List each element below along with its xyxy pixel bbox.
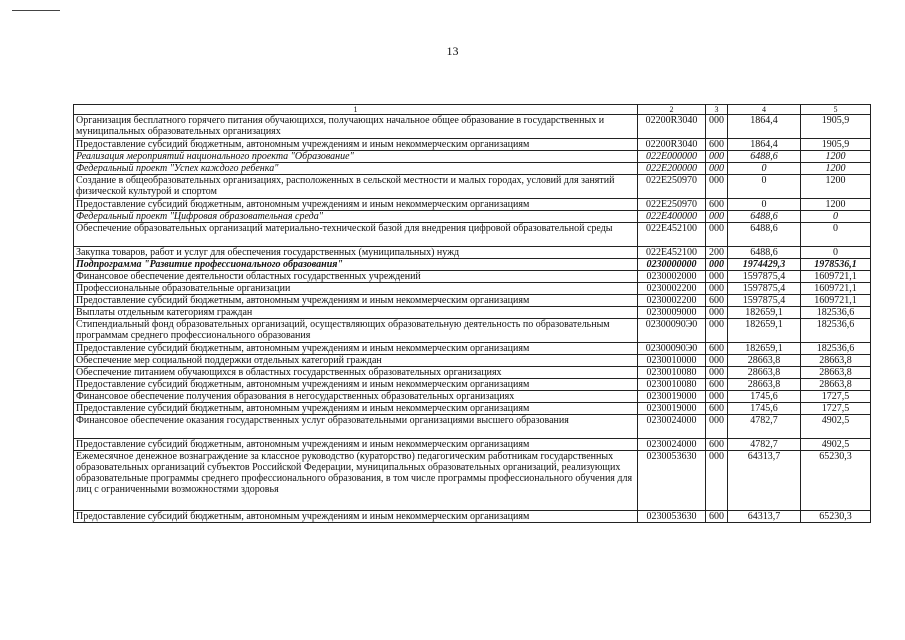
table-row bbox=[74, 439, 871, 451]
row-vr-cell: 000 bbox=[706, 307, 728, 319]
header-cell-3: 3 bbox=[706, 105, 728, 115]
row-value-2022-cell: 182536,6 bbox=[801, 343, 871, 355]
row-code-cell: 022E452100 bbox=[638, 247, 706, 259]
row-code-cell: 022E452100 bbox=[638, 223, 706, 247]
row-name-cell: Профессиональные образовательные организации bbox=[74, 283, 638, 295]
row-value-2022-cell: 1905,9 bbox=[801, 139, 871, 151]
row-code-cell: 0230019000 bbox=[638, 403, 706, 415]
table-row bbox=[74, 271, 871, 283]
row-value-2022-cell: 1200 bbox=[801, 151, 871, 163]
row-code-cell: 0230010080 bbox=[638, 379, 706, 391]
row-vr-cell: 200 bbox=[706, 247, 728, 259]
row-value-2021-cell: 1745,6 bbox=[728, 403, 801, 415]
row-value-2022-cell: 1609721,1 bbox=[801, 271, 871, 283]
row-value-2022-cell: 1978536,1 bbox=[801, 259, 871, 271]
row-name-cell: Финансовое обеспечение оказания государственных услуг образовательными организациями высшего образования bbox=[74, 415, 638, 439]
header-cell-1: 1 bbox=[74, 105, 638, 115]
row-name-cell: Предоставление субсидий бюджетным, автономным учреждениям и иным некоммерческим организациям bbox=[74, 295, 638, 307]
row-vr-cell: 600 bbox=[706, 379, 728, 391]
table-row bbox=[74, 223, 871, 247]
row-code-cell: 02300090Э0 bbox=[638, 319, 706, 343]
row-code-cell: 022E200000 bbox=[638, 163, 706, 175]
row-code-cell: 022E400000 bbox=[638, 211, 706, 223]
row-code-cell: 0230053630 bbox=[638, 511, 706, 523]
row-vr-cell: 000 bbox=[706, 283, 728, 295]
row-name-cell: Предоставление субсидий бюджетным, автономным учреждениям и иным некоммерческим организациям bbox=[74, 379, 638, 391]
row-code-cell: 0230053630 bbox=[638, 451, 706, 511]
row-value-2021-cell: 182659,1 bbox=[728, 307, 801, 319]
row-value-2022-cell: 1727,5 bbox=[801, 403, 871, 415]
row-vr-cell: 000 bbox=[706, 259, 728, 271]
row-value-2021-cell: 6488,6 bbox=[728, 151, 801, 163]
row-code-cell: 0230009000 bbox=[638, 307, 706, 319]
row-code-cell: 0230010000 bbox=[638, 355, 706, 367]
row-value-2021-cell: 4782,7 bbox=[728, 439, 801, 451]
table-row bbox=[74, 319, 871, 343]
row-name-cell: Стипендиальный фонд образовательных организаций, осуществляющих образовательную деятельность по образовательным программам среднего профессионального образования bbox=[74, 319, 638, 343]
header-row bbox=[74, 105, 871, 115]
row-value-2022-cell: 1200 bbox=[801, 163, 871, 175]
row-code-cell: 022E250970 bbox=[638, 199, 706, 211]
row-name-cell: Закупка товаров, работ и услуг для обеспечения государственных (муниципальных) нужд bbox=[74, 247, 638, 259]
row-value-2022-cell: 182536,6 bbox=[801, 307, 871, 319]
row-value-2021-cell: 64313,7 bbox=[728, 511, 801, 523]
row-code-cell: 02200R3040 bbox=[638, 115, 706, 139]
row-vr-cell: 600 bbox=[706, 439, 728, 451]
table-row bbox=[74, 379, 871, 391]
row-name-cell: Обеспечение мер социальной поддержки отдельных категорий граждан bbox=[74, 355, 638, 367]
row-code-cell: 0230019000 bbox=[638, 391, 706, 403]
row-vr-cell: 000 bbox=[706, 451, 728, 511]
row-vr-cell: 600 bbox=[706, 295, 728, 307]
row-code-cell: 0230002200 bbox=[638, 283, 706, 295]
row-name-cell: Предоставление субсидий бюджетным, автономным учреждениям и иным некоммерческим организациям bbox=[74, 139, 638, 151]
table-row bbox=[74, 259, 871, 271]
row-vr-cell: 600 bbox=[706, 403, 728, 415]
row-value-2021-cell: 0 bbox=[728, 175, 801, 199]
row-name-cell: Подпрограмма "Развитие профессионального образования" bbox=[74, 259, 638, 271]
row-vr-cell: 000 bbox=[706, 151, 728, 163]
row-value-2022-cell: 65230,3 bbox=[801, 511, 871, 523]
row-name-cell: Организация бесплатного горячего питания обучающихся, получающих начальное общее образование в государственных и муниципальных образовательных организациях bbox=[74, 115, 638, 139]
row-code-cell: 022E250970 bbox=[638, 175, 706, 199]
row-code-cell: 0230024000 bbox=[638, 439, 706, 451]
row-vr-cell: 000 bbox=[706, 391, 728, 403]
row-value-2021-cell: 28663,8 bbox=[728, 379, 801, 391]
row-vr-cell: 000 bbox=[706, 175, 728, 199]
row-value-2022-cell: 0 bbox=[801, 223, 871, 247]
row-code-cell: 0230010080 bbox=[638, 367, 706, 379]
row-value-2021-cell: 0 bbox=[728, 163, 801, 175]
row-value-2022-cell: 1609721,1 bbox=[801, 283, 871, 295]
row-value-2021-cell: 28663,8 bbox=[728, 367, 801, 379]
corner-mark bbox=[12, 10, 60, 11]
row-name-cell: Финансовое обеспечение деятельности областных государственных учреждений bbox=[74, 271, 638, 283]
table-row bbox=[74, 283, 871, 295]
table-row bbox=[74, 391, 871, 403]
row-value-2021-cell: 1974429,3 bbox=[728, 259, 801, 271]
row-code-cell: 0230024000 bbox=[638, 415, 706, 439]
row-value-2022-cell: 4902,5 bbox=[801, 415, 871, 439]
row-vr-cell: 000 bbox=[706, 211, 728, 223]
row-value-2022-cell: 28663,8 bbox=[801, 367, 871, 379]
budget-table bbox=[73, 104, 871, 523]
header-cell-4: 4 bbox=[728, 105, 801, 115]
row-name-cell: Ежемесячное денежное вознаграждение за классное руководство (кураторство) педагогическим работникам государственных образовательных организаций субъектов Российской Федерации, муниципальных образовательных организаций, реализующих образовательные программы среднего профессионального образования, в том числе программы профессионального обучения для лиц с ограниченными возможностями здоровья bbox=[74, 451, 638, 511]
row-code-cell: 02300090Э0 bbox=[638, 343, 706, 355]
row-code-cell: 0230002200 bbox=[638, 295, 706, 307]
table-row bbox=[74, 403, 871, 415]
row-code-cell: 02200R3040 bbox=[638, 139, 706, 151]
row-value-2021-cell: 182659,1 bbox=[728, 319, 801, 343]
row-vr-cell: 000 bbox=[706, 367, 728, 379]
table-row bbox=[74, 247, 871, 259]
row-name-cell: Обеспечение образовательных организаций материально-технической базой для внедрения цифровой образовательной среды bbox=[74, 223, 638, 247]
table-row bbox=[74, 451, 871, 511]
row-name-cell: Реализация мероприятий национального проекта "Образование" bbox=[74, 151, 638, 163]
row-value-2021-cell: 28663,8 bbox=[728, 355, 801, 367]
row-vr-cell: 600 bbox=[706, 511, 728, 523]
row-value-2021-cell: 6488,6 bbox=[728, 247, 801, 259]
row-vr-cell: 000 bbox=[706, 115, 728, 139]
row-value-2022-cell: 1200 bbox=[801, 199, 871, 211]
table-row bbox=[74, 415, 871, 439]
row-name-cell: Федеральный проект "Успех каждого ребенка" bbox=[74, 163, 638, 175]
header-cell-5: 5 bbox=[801, 105, 871, 115]
table-row bbox=[74, 367, 871, 379]
row-value-2021-cell: 182659,1 bbox=[728, 343, 801, 355]
table-row bbox=[74, 295, 871, 307]
table-row bbox=[74, 355, 871, 367]
row-name-cell: Обеспечение питанием обучающихся в областных государственных образовательных организациях bbox=[74, 367, 638, 379]
row-value-2022-cell: 1905,9 bbox=[801, 115, 871, 139]
row-code-cell: 022E000000 bbox=[638, 151, 706, 163]
row-name-cell: Предоставление субсидий бюджетным, автономным учреждениям и иным некоммерческим организациям bbox=[74, 403, 638, 415]
row-code-cell: 0230002000 bbox=[638, 271, 706, 283]
row-value-2021-cell: 4782,7 bbox=[728, 415, 801, 439]
row-vr-cell: 000 bbox=[706, 355, 728, 367]
row-name-cell: Выплаты отдельным категориям граждан bbox=[74, 307, 638, 319]
row-vr-cell: 600 bbox=[706, 199, 728, 211]
row-vr-cell: 600 bbox=[706, 139, 728, 151]
row-value-2021-cell: 1864,4 bbox=[728, 115, 801, 139]
row-vr-cell: 000 bbox=[706, 223, 728, 247]
row-name-cell: Предоставление субсидий бюджетным, автономным учреждениям и иным некоммерческим организациям bbox=[74, 199, 638, 211]
page-number: 13 bbox=[446, 44, 459, 58]
row-name-cell: Финансовое обеспечение получения образования в негосударственных образовательных организациях bbox=[74, 391, 638, 403]
row-value-2022-cell: 28663,8 bbox=[801, 355, 871, 367]
row-value-2022-cell: 0 bbox=[801, 247, 871, 259]
row-value-2022-cell: 0 bbox=[801, 211, 871, 223]
row-value-2021-cell: 6488,6 bbox=[728, 211, 801, 223]
row-value-2022-cell: 182536,6 bbox=[801, 319, 871, 343]
table-row bbox=[74, 343, 871, 355]
row-value-2021-cell: 0 bbox=[728, 199, 801, 211]
row-vr-cell: 000 bbox=[706, 415, 728, 439]
row-value-2021-cell: 6488,6 bbox=[728, 223, 801, 247]
row-value-2021-cell: 1745,6 bbox=[728, 391, 801, 403]
row-name-cell: Предоставление субсидий бюджетным, автономным учреждениям и иным некоммерческим организациям bbox=[74, 439, 638, 451]
row-value-2022-cell: 1727,5 bbox=[801, 391, 871, 403]
row-vr-cell: 600 bbox=[706, 343, 728, 355]
row-name-cell: Создание в общеобразовательных организациях, расположенных в сельской местности и малых городах, условий для занятий физической культурой и спортом bbox=[74, 175, 638, 199]
table-row bbox=[74, 115, 871, 139]
table-row bbox=[74, 151, 871, 163]
table-row bbox=[74, 511, 871, 523]
table-row bbox=[74, 211, 871, 223]
table-row bbox=[74, 175, 871, 199]
row-value-2022-cell: 1609721,1 bbox=[801, 295, 871, 307]
table-row bbox=[74, 139, 871, 151]
row-name-cell: Федеральный проект "Цифровая образовательная среда" bbox=[74, 211, 638, 223]
row-value-2022-cell: 1200 bbox=[801, 175, 871, 199]
row-name-cell: Предоставление субсидий бюджетным, автономным учреждениям и иным некоммерческим организациям bbox=[74, 511, 638, 523]
row-value-2021-cell: 1597875,4 bbox=[728, 295, 801, 307]
row-name-cell: Предоставление субсидий бюджетным, автономным учреждениям и иным некоммерческим организациям bbox=[74, 343, 638, 355]
row-value-2022-cell: 28663,8 bbox=[801, 379, 871, 391]
row-value-2022-cell: 4902,5 bbox=[801, 439, 871, 451]
table-row bbox=[74, 199, 871, 211]
row-code-cell: 0230000000 bbox=[638, 259, 706, 271]
row-value-2021-cell: 1597875,4 bbox=[728, 271, 801, 283]
header-cell-2: 2 bbox=[638, 105, 706, 115]
row-value-2022-cell: 65230,3 bbox=[801, 451, 871, 511]
row-value-2021-cell: 64313,7 bbox=[728, 451, 801, 511]
row-vr-cell: 000 bbox=[706, 319, 728, 343]
table-row bbox=[74, 307, 871, 319]
row-vr-cell: 000 bbox=[706, 163, 728, 175]
row-value-2021-cell: 1597875,4 bbox=[728, 283, 801, 295]
row-value-2021-cell: 1864,4 bbox=[728, 139, 801, 151]
row-vr-cell: 000 bbox=[706, 271, 728, 283]
table-row bbox=[74, 163, 871, 175]
